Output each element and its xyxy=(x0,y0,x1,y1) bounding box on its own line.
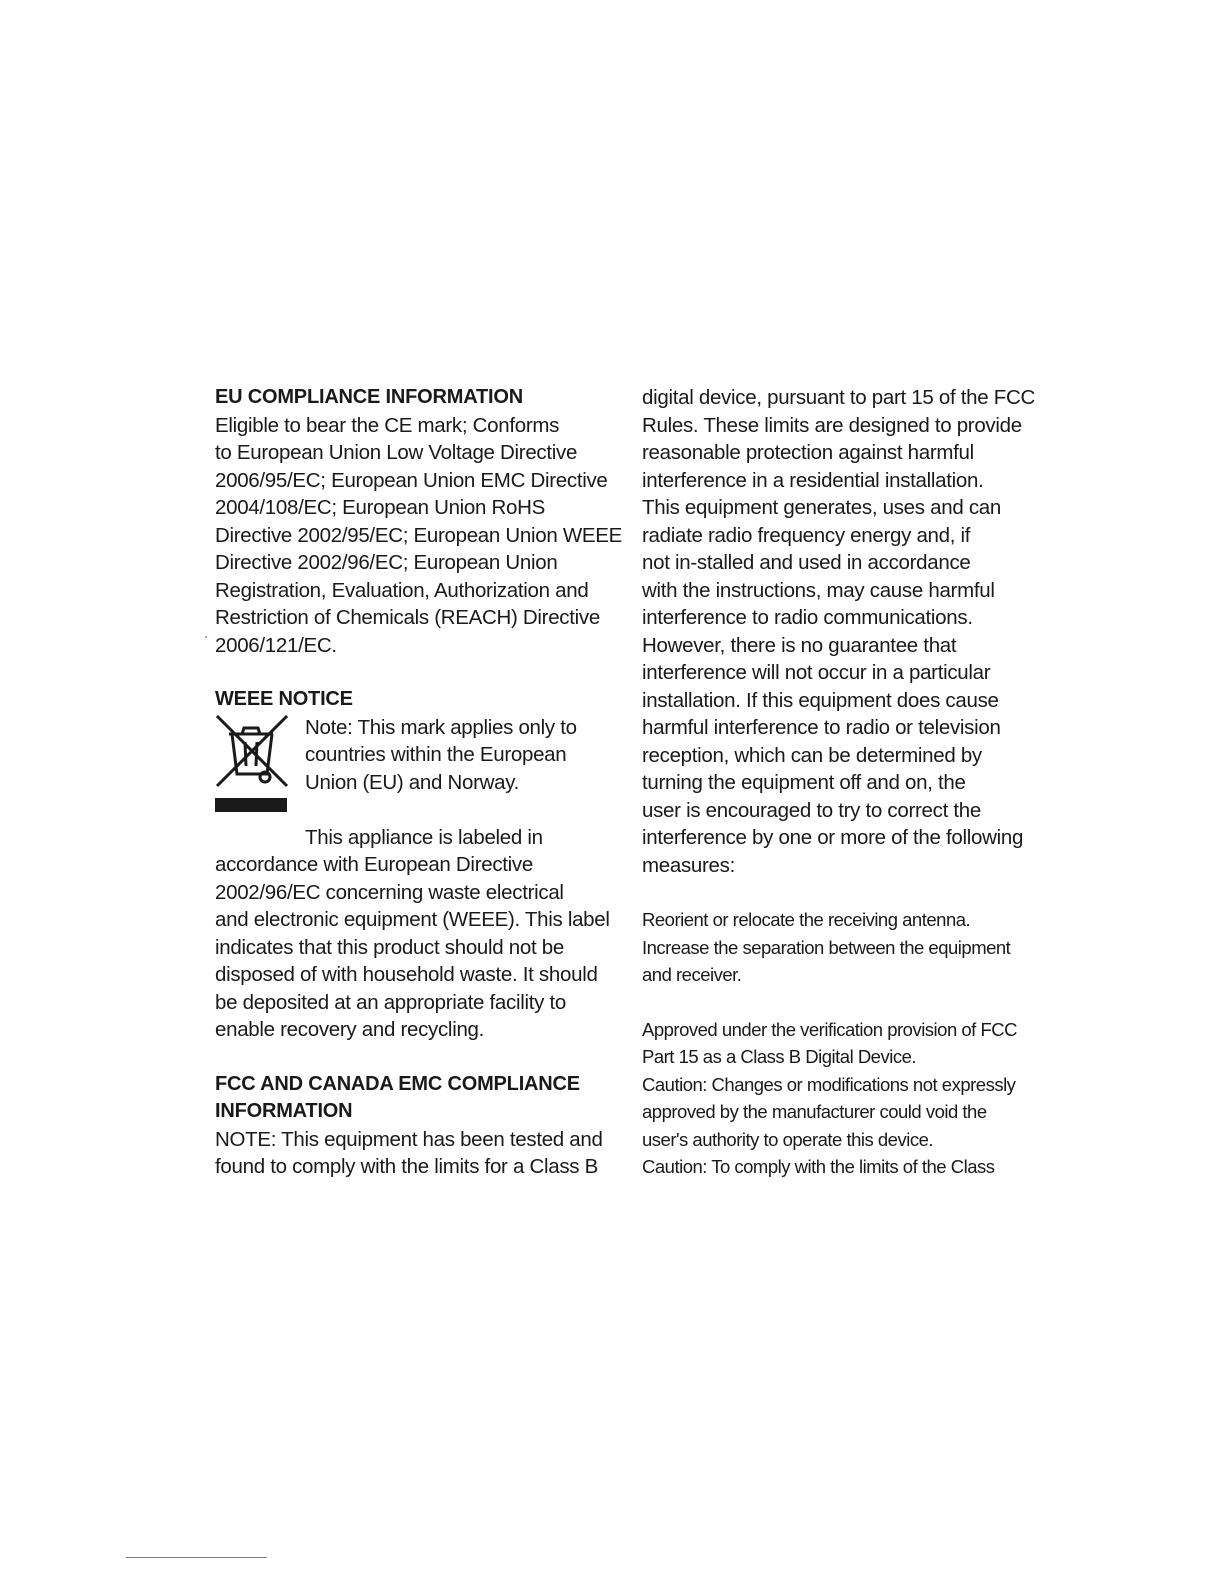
fcc-line: NOTE: This equipment has been tested and xyxy=(215,1127,603,1151)
right-line: measures: xyxy=(642,853,736,877)
eu-compliance-body xyxy=(215,412,623,660)
measure-line: Increase the separation between the equipment xyxy=(642,936,1011,958)
eu-line: Eligible to bear the CE mark; Conforms xyxy=(215,413,560,437)
right-line: harmful interference to radio or television xyxy=(642,716,1001,739)
eu-line: Registration, Evaluation, Authorization and xyxy=(215,578,589,602)
eu-line: Directive 2002/95/EC; European Union WEEE xyxy=(215,523,623,547)
approval-line: Approved under the verification provision of FCC xyxy=(642,1018,1017,1040)
approval-line: Caution: To comply with the limits of the Class xyxy=(642,1156,995,1177)
approval-line: Caution: Changes or modifications not expressly xyxy=(642,1073,1016,1095)
right-column xyxy=(642,384,1036,1181)
weee-body-line: This appliance is labeled in xyxy=(305,825,543,849)
right-line: user is encouraged to try to correct the xyxy=(642,798,981,822)
weee-body-line: indicates that this product should not be xyxy=(215,935,564,959)
right-line: interference by one or more of the following xyxy=(642,826,1024,849)
right-line: reception, which can be determined by xyxy=(642,743,982,767)
fcc-line: found to comply with the limits for a Class B xyxy=(215,1155,598,1178)
right-line: digital device, pursuant to part 15 of the FCC xyxy=(642,386,1036,409)
weee-note-line: Union (EU) and Norway. xyxy=(305,770,520,794)
fcc-measures xyxy=(642,906,1032,989)
fcc-heading: FCC AND CANADA EMC COMPLIANCE xyxy=(215,1072,580,1095)
weee-body-line: disposed of with household waste. It should xyxy=(215,963,598,986)
eu-line: to European Union Low Voltage Directive xyxy=(215,441,578,464)
eu-line: 2004/108/EC; European Union RoHS xyxy=(215,496,546,519)
right-line: interference to radio communications. xyxy=(642,606,973,629)
right-line: interference in a residential installation. xyxy=(642,468,984,492)
crossed-out-wheelie-bin-icon xyxy=(215,714,289,814)
approval-line: Part 15 as a Class B Digital Device. xyxy=(642,1046,917,1067)
measure-line: Reorient or relocate the receiving antenna. xyxy=(642,909,971,930)
fcc-continued-body xyxy=(642,384,1036,879)
right-line: This equipment generates, uses and can xyxy=(642,496,1001,519)
fcc-body xyxy=(215,1126,615,1181)
weee-body-line: 2002/96/EC concerning waste electrical xyxy=(215,880,564,904)
right-line: with the instructions, may cause harmful xyxy=(642,578,995,602)
approval-line: user's authority to operate this device. xyxy=(642,1128,934,1150)
left-column xyxy=(215,384,623,1181)
approval-line: approved by the manufacturer could void the xyxy=(642,1101,987,1122)
weee-body-line: and electronic equipment (WEEE). This label xyxy=(215,908,610,931)
weee-body-line: accordance with European Directive xyxy=(215,853,533,876)
right-line: installation. If this equipment does cause xyxy=(642,688,999,712)
right-line: Rules. These limits are designed to provide xyxy=(642,413,1022,437)
weee-note-line: countries within the European xyxy=(305,743,567,766)
right-line: reasonable protection against harmful xyxy=(642,441,974,464)
weee-body-line: be deposited at an appropriate facility to xyxy=(215,990,566,1014)
fcc-approval xyxy=(642,1016,1032,1181)
right-line: interference will not occur in a particular xyxy=(642,661,991,684)
eu-line: 2006/121/EC. xyxy=(215,633,337,657)
measure-line: and receiver. xyxy=(642,964,742,985)
weee-note xyxy=(305,714,577,797)
eu-line: Directive 2002/96/EC; European Union xyxy=(215,551,558,574)
weee-mark-block xyxy=(215,714,615,824)
weee-body xyxy=(215,824,615,1044)
right-line: However, there is no guarantee that xyxy=(642,633,957,657)
eu-compliance-heading: EU COMPLIANCE INFORMATION xyxy=(215,386,523,408)
scan-speck xyxy=(205,636,207,638)
footer-rule xyxy=(126,1557,267,1558)
weee-body-line: enable recovery and recycling. xyxy=(215,1018,485,1041)
right-line: turning the equipment off and on, the xyxy=(642,771,966,794)
weee-notice-heading: WEEE NOTICE xyxy=(215,688,353,710)
right-line: not in-stalled and used in accordance xyxy=(642,551,971,574)
right-line: radiate radio frequency energy and, if xyxy=(642,523,971,547)
eu-line: 2006/95/EC; European Union EMC Directive xyxy=(215,468,608,492)
eu-line: Restriction of Chemicals (REACH) Directive xyxy=(215,606,600,629)
weee-note-line: Note: This mark applies only to xyxy=(305,715,577,739)
fcc-heading: INFORMATION xyxy=(215,1100,353,1122)
